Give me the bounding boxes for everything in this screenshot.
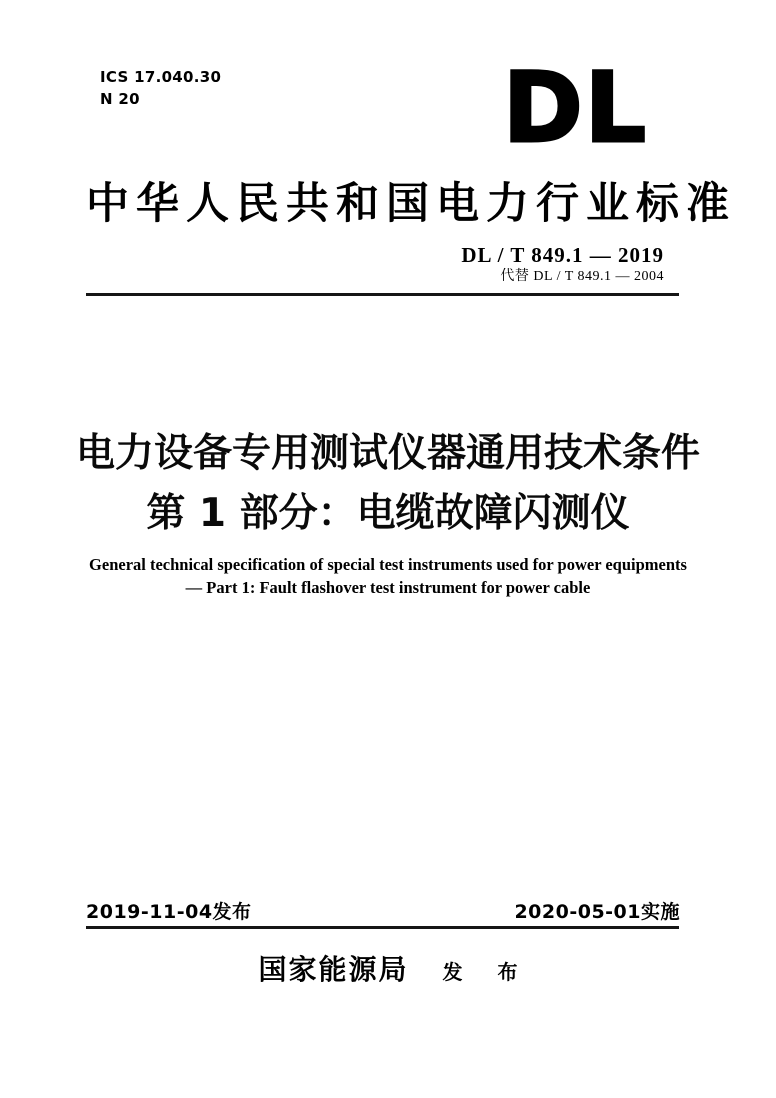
document-title-cn-line1: 电力设备专用测试仪器通用技术条件 bbox=[75, 431, 700, 476]
bottom-divider bbox=[86, 926, 679, 929]
standard-number-block bbox=[461, 243, 664, 286]
issue-date: 2019-11-04发布 bbox=[86, 901, 252, 923]
standard-number: DL / T 849.1 — 2019 bbox=[461, 243, 664, 267]
publish-label: 发 布 bbox=[442, 960, 532, 984]
dates-row bbox=[86, 899, 680, 925]
publisher-row bbox=[0, 948, 776, 988]
ics-block bbox=[100, 66, 221, 110]
document-title-cn bbox=[0, 424, 776, 544]
publisher-name: 国家能源局 bbox=[258, 953, 409, 986]
document-title-cn-line2: 第 1 部分：电缆故障闪测仪 bbox=[146, 491, 630, 536]
document-title-en-line2: — Part 1: Fault flashover test instrument for power cable bbox=[185, 578, 591, 597]
dl-logo: DL bbox=[503, 52, 648, 164]
ics-code: ICS 17.040.30 bbox=[100, 68, 222, 86]
implementation-date: 2020-05-01实施 bbox=[514, 901, 680, 923]
top-divider bbox=[86, 293, 679, 296]
document-title-en-line1: General technical specification of special test instruments used for power equipments bbox=[89, 555, 687, 574]
replaces-note: 代替 DL / T 849.1 — 2004 bbox=[500, 269, 664, 284]
standard-series-title: 中华人民共和国电力行业标准 bbox=[86, 179, 736, 229]
document-title-en bbox=[0, 553, 776, 599]
classification-code: N 20 bbox=[100, 90, 140, 108]
